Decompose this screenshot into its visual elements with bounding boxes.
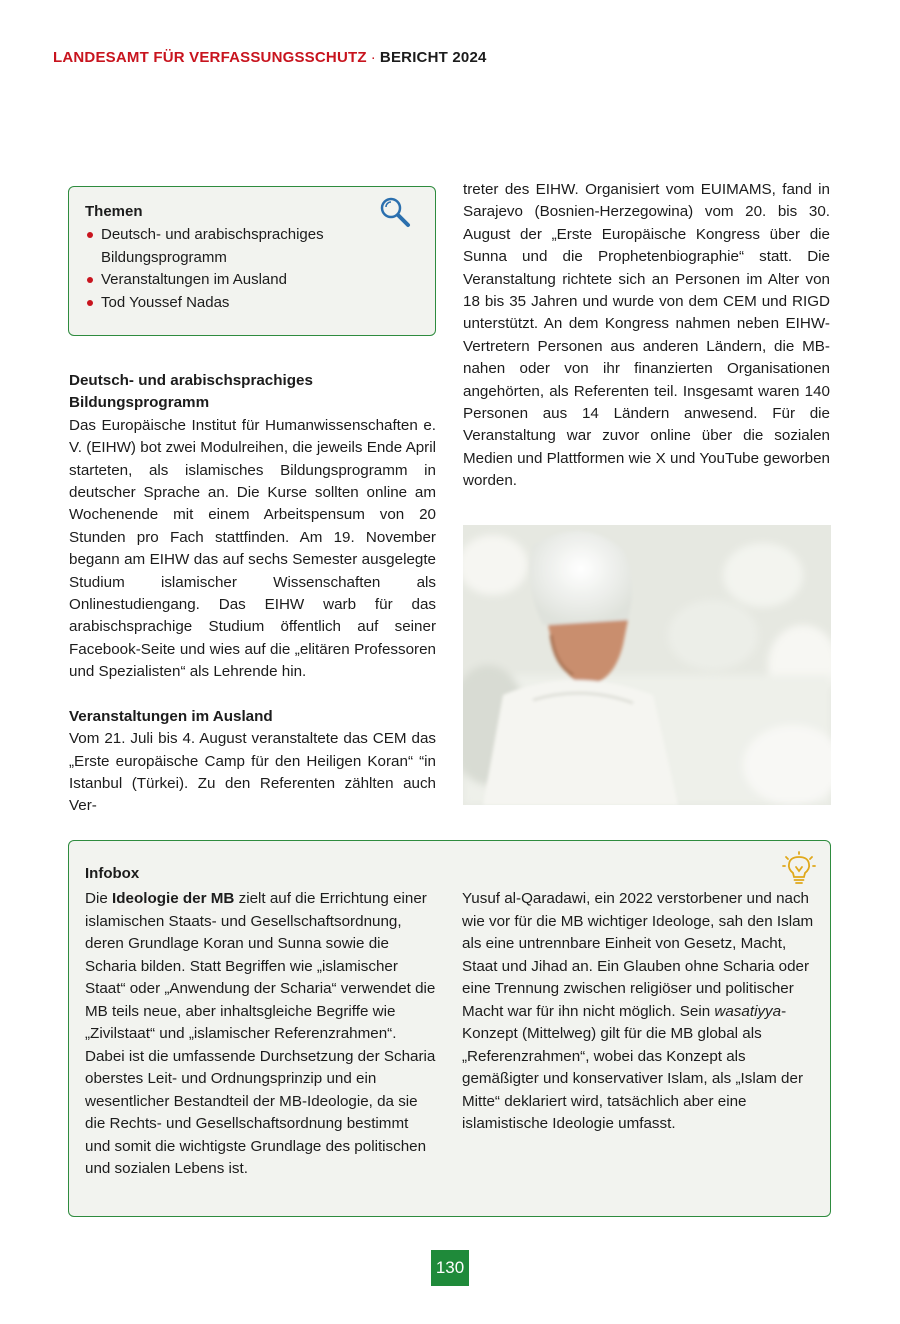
- infobox-text-left: zielt auf die Errichtung einer islamischen Staats- und Gesellschaftsordnung, deren Grundlage Koran und Sunna sowie die Scharia bilden. Statt Begriffen wie „islamischer Staat“ oder „Anwendung der Scharia“ verwendet die MB teils neue, aber inhaltsgleiche Begriffe wie „Zivilstaat“ und „islamischer Referenzrahmen“. Dabei ist die umfassende Durchsetzung der Scharia oberstes Leit- und Ordnungsprinzip und ein wesentlicher Bestandteil der MB-Ideologie, da sie die Rechts- und Gesellschaftsordnung bestimmt und somit die wichtigste Grundlage des politischen und sozialen Lebens ist.: [85, 890, 436, 1177]
- infobox-bold-term: Ideologie der MB: [112, 890, 235, 907]
- infobox-columns: [85, 888, 814, 1181]
- infobox-column-left: [85, 888, 437, 1181]
- magnifier-icon: [377, 195, 413, 236]
- infobox-intro: Die: [85, 890, 113, 907]
- section-body-bildungsprogramm: Das Europäische Institut für Humanwissenschaften e. V. (EIHW) bot zwei Modulreihen, die jeweils Ende April starteten, als islamisches Bildungsprogramm in deutscher Sprache an. Die Kurse sollten online am Wochenende mit einem Arbeitspensum von 20 Stunden pro Fach stattfinden. Am 19. November begann am EIHW das auf sechs Semester ausgelegte Studium islamischer Wissenschaften als Onlinestudiengang. Das EIHW warb für das arabischsprachige Studium öffentlich auf seiner Facebook-Seite und wies auf die „elitären Professoren und Spezialisten“ als Lehrende hin.: [69, 416, 436, 681]
- header-org: LANDESAMT FÜR VERFASSUNGSSCHUTZ: [53, 49, 367, 66]
- section-heading-ausland: Veranstaltungen im Ausland: [69, 707, 273, 725]
- infobox-text-right-rest: -Konzept (Mittelweg) gilt für die MB global als „Referenzrahmen“, wobei das Konzept als gemäßigter und konservativer Islam, als „Islam der Mitte“ deklariert wird, tatsächlich aber eine islamistische Ideologie umfasst.: [462, 1002, 803, 1132]
- running-header: [53, 49, 487, 66]
- themen-box: [68, 186, 436, 336]
- themen-item: Deutsch- und arabischsprachiges Bildungsprogramm: [85, 224, 419, 269]
- infobox-italic-term: wasatiyya: [714, 1002, 782, 1020]
- photo-people-white-caps: [463, 525, 831, 805]
- themen-item: Tod Youssef Nadas: [85, 292, 419, 315]
- infobox-title: Infobox: [85, 865, 140, 882]
- header-separator: ·: [370, 49, 376, 66]
- infobox-column-right: [462, 888, 814, 1181]
- infobox-text-right-start: Yusuf al-Qaradawi, ein 2022 verstorbener und nach wie vor für die MB wichtiger Ideologe, sah den Islam als eine untrennbare Einheit von Gesetz, Macht, Staat und Jihad an. Ein Glauben ohne Scharia oder eine Trennung zwischen religiöser und politischer Macht war für ihn nicht möglich. Sein: [462, 890, 814, 1020]
- section-body-ausland: Vom 21. Juli bis 4. August veranstaltete das CEM das „Erste europäische Camp für den Heiligen Koran“ “in Istanbul (Türkei). Zu den Referenten zählten auch Ver-: [69, 730, 436, 815]
- section-heading-bildungsprogramm: Deutsch- und arabischsprachiges Bildungsprogramm: [69, 372, 313, 412]
- page-number: 130: [431, 1250, 469, 1286]
- themen-list: [85, 224, 419, 314]
- themen-title: Themen: [85, 203, 143, 220]
- themen-item: Veranstaltungen im Ausland: [85, 269, 419, 292]
- left-column: [69, 370, 436, 818]
- right-column: [463, 179, 830, 493]
- section-body-ausland-continued: treter des EIHW. Organisiert vom EUIMAMS, fand in Sarajevo (Bosnien-Herzegowina) vom 20. bis 30. August der „Erste Europäische Kongress über die Sunna und die Prophetenbiographie“ statt. Die Veranstaltung richtete sich an Personen im Alter von 18 bis 35 Jahren und wurde von dem CEM und RIGD unterstützt. An dem Kongress nahmen neben EIHW-Vertretern Personen aus anderen Ländern, die MB-nahen oder von ihr finanzierten Organisationen angehörten, als Referenten teil. Insgesamt waren 140 Personen aus 14 Ländern anwesend. Für die Veranstaltung war zuvor online über die sozialen Medien und Plattformen wie X und YouTube geworben worden.: [463, 181, 830, 490]
- lightbulb-icon: [782, 851, 816, 892]
- infobox: [68, 840, 831, 1217]
- header-report: BERICHT 2024: [379, 49, 487, 66]
